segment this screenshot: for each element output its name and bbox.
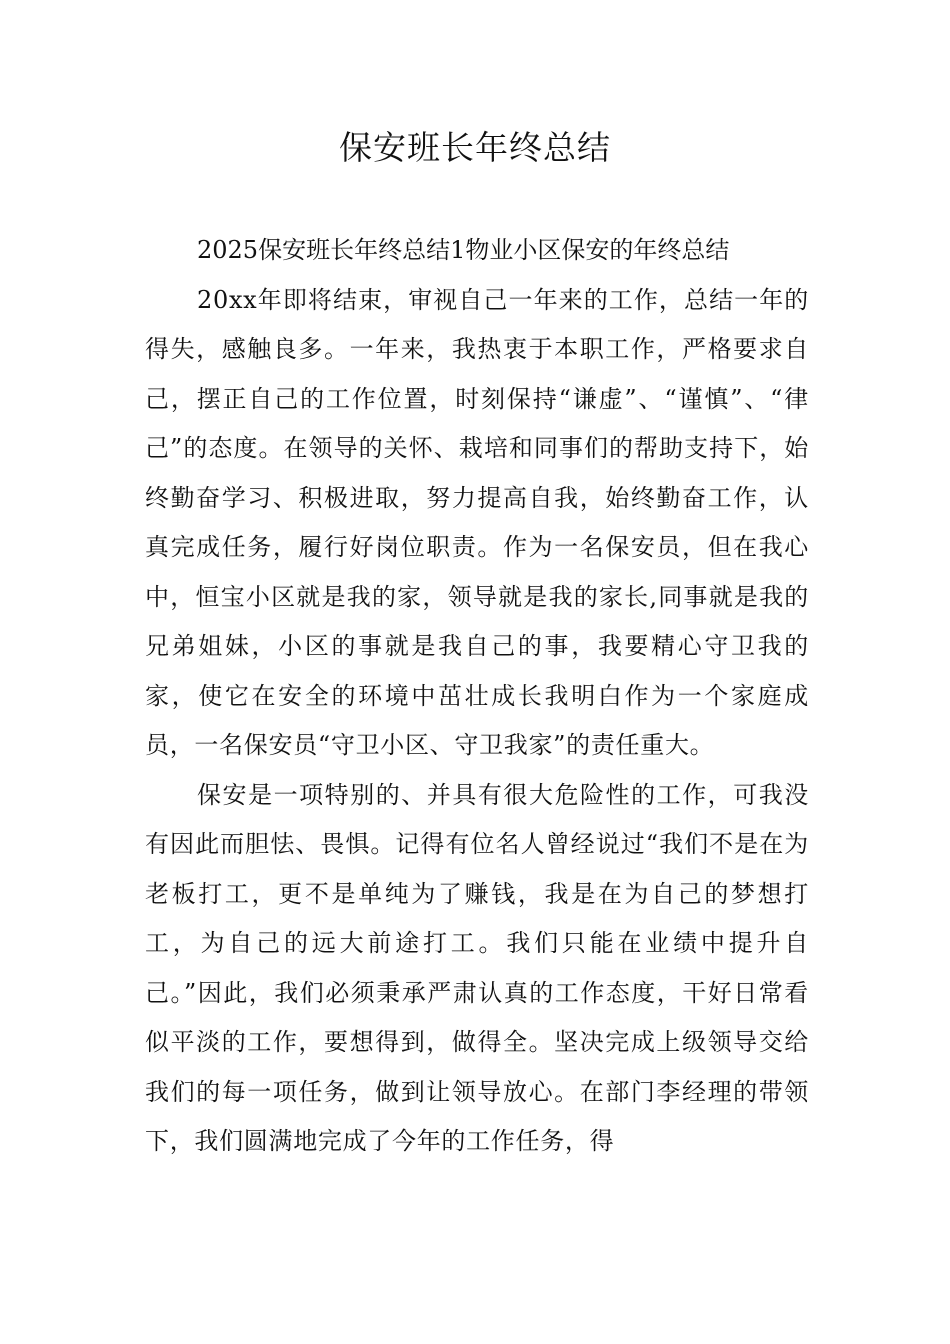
document-subheading: 2025保安班长年终总结1物业小区保安的年终总结 [197, 236, 730, 264]
body-paragraph: 20xx年即将结束，审视自己一年来的工作，总结一年的得失，感触良多。一年来，我热衷于本职工作，严格要求自己，摆正自己的工作位置，时刻保持“谦虚”、“谨慎”、“律己”的态度。在领导的关怀、栽培和同事们的帮助支持下，始终勤奋学习、积极进取，努力提高自我，始终勤奋工作，认真完成任务，履行好岗位职责。作为一名保安员，但在我心中，恒宝小区就是我的家，领导就是我的家长,同事就是我的兄弟姐妹，小区的事就是我自己的事，我要精心守卫我的家，使它在安全的环境中茁壮成长我明白作为一个家庭成员，一名保安员“守卫小区、守卫我家”的责任重大。 [145, 285, 809, 759]
document-title: 保安班长年终总结 [339, 128, 611, 167]
document-body [145, 226, 809, 1167]
body-paragraph: 保安是一项特别的、并具有很大危险性的工作，可我没有因此而胆怯、畏惧。记得有位名人曾经说过“我们不是在为老板打工，更不是单纯为了赚钱，我是在为自己的梦想打工，为自己的远大前途打工。我们只能在业绩中提升自己。”因此，我们必须秉承严肃认真的工作态度，干好日常看似平淡的工作，要想得到，做得全。坚决完成上级领导交给我们的每一项任务，做到让领导放心。在部门李经理的带领下，我们圆满地完成了今年的工作任务，得 [145, 780, 809, 1155]
